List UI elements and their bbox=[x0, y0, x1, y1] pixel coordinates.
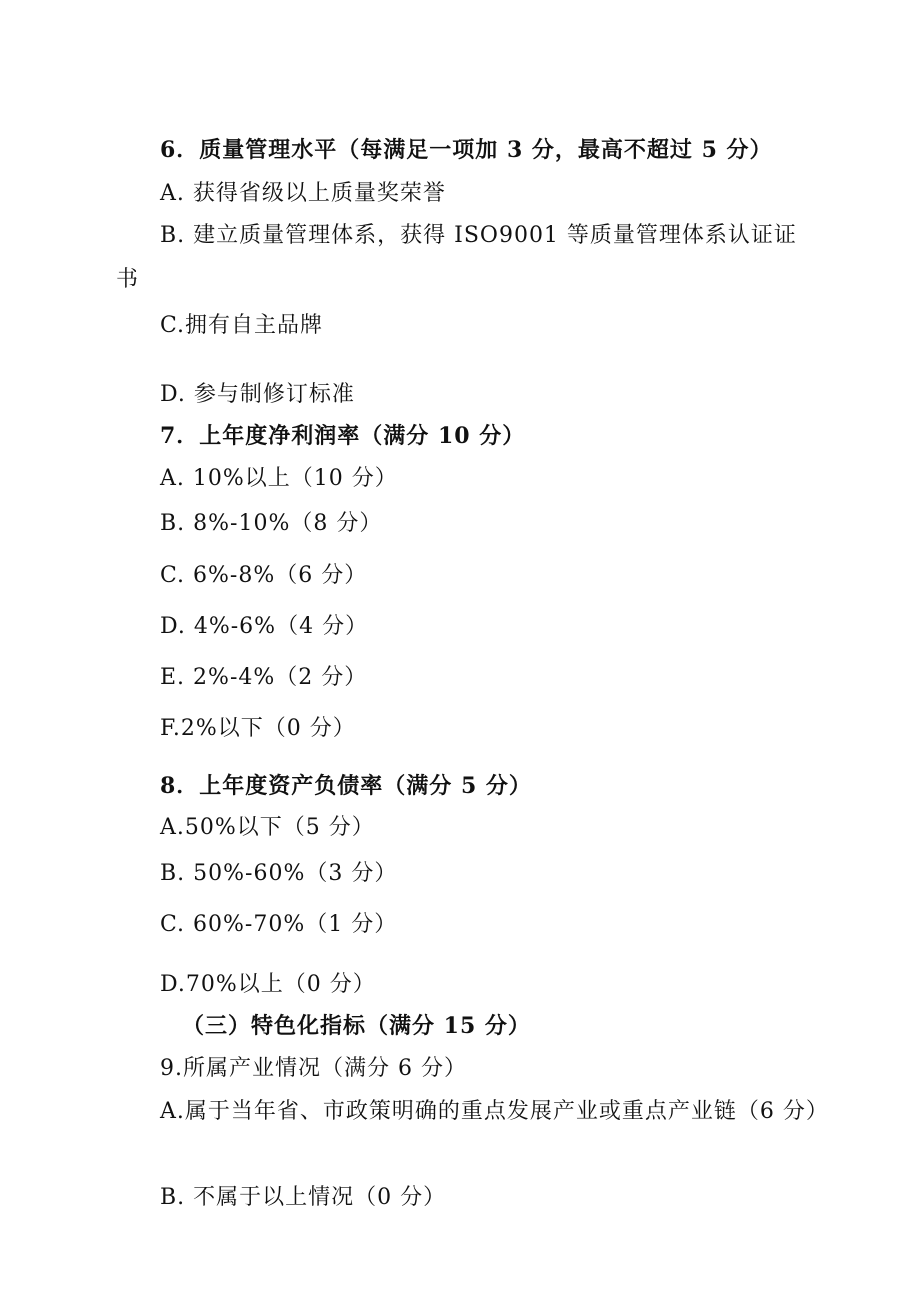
section-8-item-c: C. 60%-70%（1 分） bbox=[160, 912, 398, 937]
section-7-heading: 7．上年度净利润率（满分 10 分） bbox=[160, 423, 526, 449]
section-6-item-b: B. 建立质量管理体系，获得 ISO9001 等质量管理体系认证证书 bbox=[116, 223, 797, 292]
section-6-item-a: A. 获得省级以上质量奖荣誉 bbox=[160, 181, 446, 206]
section-7-item-f: F.2%以下（0 分） bbox=[160, 716, 356, 741]
section-6-item-c: C.拥有自主品牌 bbox=[160, 313, 324, 338]
section-9-item-b: B. 不属于以上情况（0 分） bbox=[160, 1185, 447, 1210]
section-9-heading: 9.所属产业情况（满分 6 分） bbox=[160, 1056, 467, 1081]
section-7-item-a: A. 10%以上（10 分） bbox=[160, 466, 398, 491]
section-9-item-a: A.属于当年省、市政策明确的重点发展产业或重点产业链（6 分） bbox=[160, 1099, 829, 1124]
section-7-item-e: E. 2%-4%（2 分） bbox=[160, 665, 368, 690]
section-6-item-d: D. 参与制修订标准 bbox=[160, 382, 355, 407]
section-8-heading: 8．上年度资产负债率（满分 5 分） bbox=[160, 773, 532, 799]
section-7-item-b: B. 8%-10%（8 分） bbox=[160, 511, 383, 536]
part-3-heading: （三）特色化指标（满分 15 分） bbox=[182, 1013, 531, 1039]
section-7-item-c: C. 6%-8%（6 分） bbox=[160, 563, 368, 588]
section-8-item-d: D.70%以上（0 分） bbox=[160, 972, 376, 997]
section-8-item-b: B. 50%-60%（3 分） bbox=[160, 861, 398, 886]
section-6-heading: 6．质量管理水平（每满足一项加 3 分，最高不超过 5 分） bbox=[160, 137, 773, 163]
section-8-item-a: A.50%以下（5 分） bbox=[160, 815, 375, 840]
section-7-item-d: D. 4%-6%（4 分） bbox=[160, 614, 369, 639]
